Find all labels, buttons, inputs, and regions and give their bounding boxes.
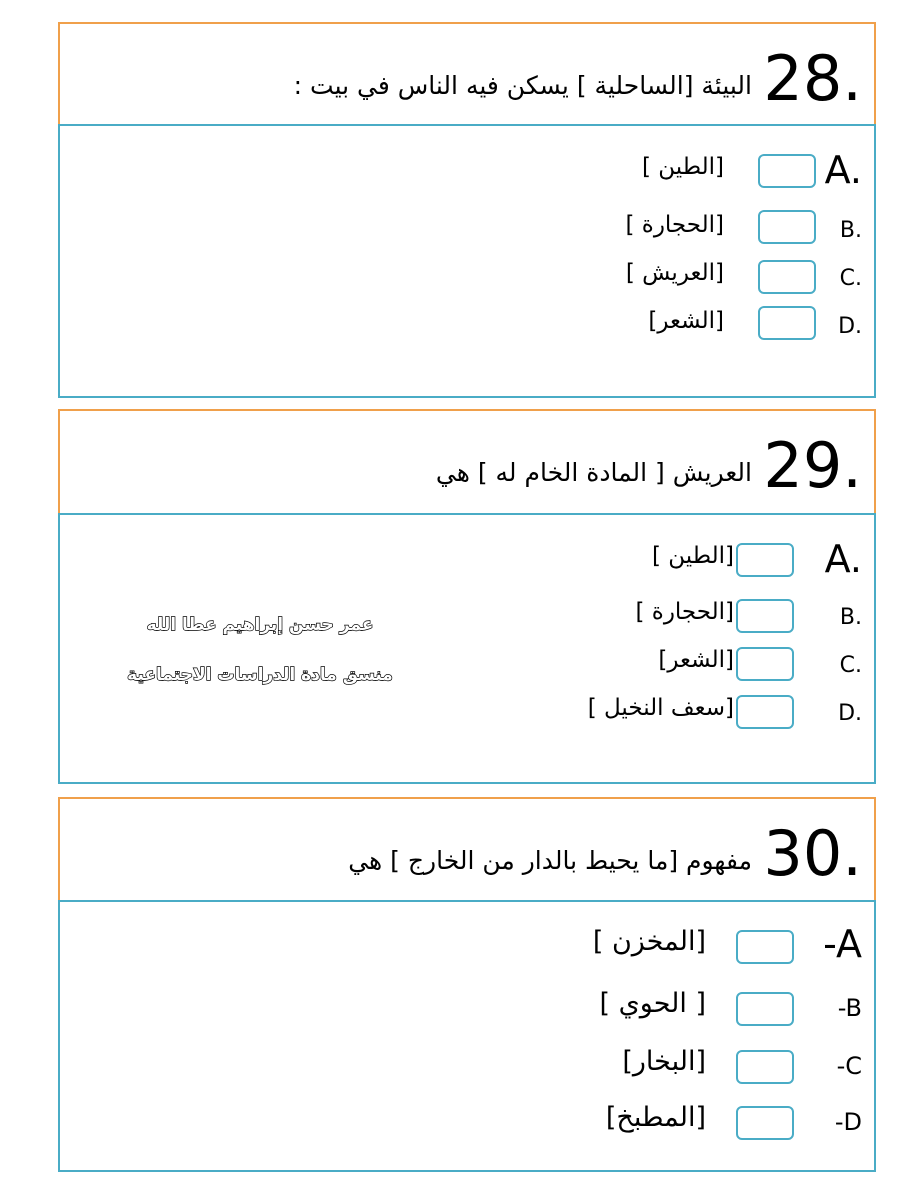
answer-checkbox[interactable] xyxy=(736,930,794,964)
answer-checkbox[interactable] xyxy=(736,1106,794,1140)
question-30-options xyxy=(58,900,876,1172)
signature-line-2: منسق مادة الدراسات الاجتماعية xyxy=(127,665,393,685)
answer-checkbox[interactable] xyxy=(758,306,816,340)
option-b[interactable] xyxy=(56,986,874,1026)
option-letter: B. xyxy=(839,605,862,630)
option-letter: -A xyxy=(823,922,862,966)
option-b[interactable] xyxy=(56,206,874,246)
question-28-header xyxy=(58,22,876,126)
option-letter: A. xyxy=(824,148,862,192)
option-text: [الطين ] xyxy=(642,154,724,180)
signature xyxy=(127,592,393,702)
answer-checkbox[interactable] xyxy=(736,599,794,633)
answer-checkbox[interactable] xyxy=(736,543,794,577)
option-text: [سعف النخيل ] xyxy=(587,695,734,721)
option-letter: -B xyxy=(837,994,862,1022)
signature-line-1: عمر حسن إبراهيم عطا الله xyxy=(146,615,374,635)
question-text: العريش [ المادة الخام له ] هي xyxy=(435,458,752,487)
option-d[interactable] xyxy=(56,304,874,344)
option-a[interactable] xyxy=(56,148,874,192)
question-28-options xyxy=(58,124,876,398)
option-text: [البخار] xyxy=(622,1046,706,1077)
answer-checkbox[interactable] xyxy=(758,210,816,244)
answer-checkbox[interactable] xyxy=(736,992,794,1026)
answer-checkbox[interactable] xyxy=(758,260,816,294)
option-letter: A. xyxy=(824,537,862,581)
option-text: [الطين ] xyxy=(652,543,734,569)
option-letter: D. xyxy=(838,701,862,726)
option-letter: D. xyxy=(838,314,862,339)
question-number: 29. xyxy=(763,429,862,502)
option-letter: B. xyxy=(839,218,862,243)
question-number: 30. xyxy=(763,817,862,890)
option-text: [الشعر] xyxy=(648,308,724,334)
answer-checkbox[interactable] xyxy=(758,154,816,188)
option-letter: -D xyxy=(834,1108,862,1136)
option-letter: C. xyxy=(839,266,862,291)
option-text: [ الحوي ] xyxy=(599,988,706,1019)
option-letter: C. xyxy=(839,653,862,678)
option-c[interactable] xyxy=(56,256,874,296)
option-text: [العريش ] xyxy=(625,260,724,286)
option-text: [الشعر] xyxy=(658,647,734,673)
answer-checkbox[interactable] xyxy=(736,695,794,729)
option-d[interactable] xyxy=(56,1100,874,1140)
option-a[interactable] xyxy=(56,537,874,581)
option-text: [الحجارة ] xyxy=(625,212,724,238)
option-a[interactable] xyxy=(56,922,874,966)
question-29-header xyxy=(58,409,876,515)
question-number: 28. xyxy=(763,42,862,115)
question-text: مفهوم [ما يحيط بالدار من الخارج ] هي xyxy=(348,846,752,875)
answer-checkbox[interactable] xyxy=(736,647,794,681)
option-c[interactable] xyxy=(56,1044,874,1084)
question-30-header xyxy=(58,797,876,902)
option-text: [الحجارة ] xyxy=(635,599,734,625)
option-letter: -C xyxy=(836,1052,862,1080)
option-text: [المطبخ] xyxy=(605,1102,706,1133)
question-text: البيئة [الساحلية ] يسكن فيه الناس في بيت : xyxy=(293,71,752,100)
answer-checkbox[interactable] xyxy=(736,1050,794,1084)
option-text: [المخزن ] xyxy=(592,926,706,957)
